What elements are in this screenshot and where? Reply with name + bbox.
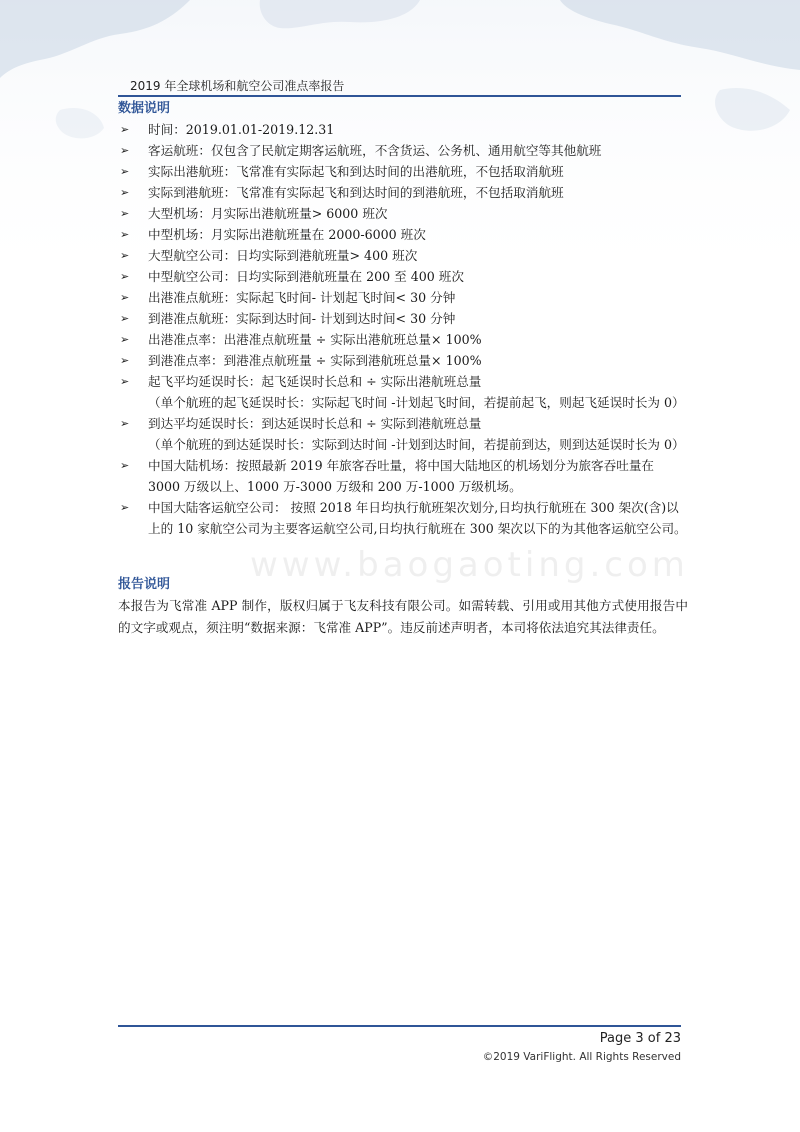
arrow-bullet-icon: ➢ [120, 165, 130, 178]
definition-item [118, 497, 688, 539]
definition-item [118, 182, 688, 203]
arrow-bullet-icon: ➢ [120, 270, 130, 283]
copyright-notice: ©2019 VariFlight. All Rights Reserved [482, 1051, 681, 1063]
definition-subnote: （单个航班的起飞延误时长：实际起飞时间 -计划起飞时间，若提前起飞，则起飞延误时长为 0） [148, 395, 685, 410]
data-section-heading: 数据说明 [118, 101, 171, 116]
arrow-bullet-icon: ➢ [120, 501, 130, 514]
definition-item [118, 329, 688, 350]
report-section-heading: 报告说明 [118, 577, 171, 592]
definition-item [118, 308, 688, 329]
definition-item [118, 224, 688, 245]
arrow-bullet-icon: ➢ [120, 291, 130, 304]
definition-text: 起飞平均延误时长：起飞延误时长总和 ÷ 实际出港航班总量 [148, 374, 482, 389]
header-divider [118, 95, 681, 97]
definition-text: 实际到港航班：飞常准有实际起飞和到达时间的到港航班，不包括取消航班 [148, 185, 564, 200]
definitions-list [118, 119, 688, 539]
arrow-bullet-icon: ➢ [120, 123, 130, 136]
arrow-bullet-icon: ➢ [120, 249, 130, 262]
arrow-bullet-icon: ➢ [120, 417, 130, 430]
definition-text: 到达平均延误时长：到达延误时长总和 ÷ 实际到港航班总量 [148, 416, 482, 431]
definition-text: 中国大陆机场：按照最新 2019 年旅客吞吐量，将中国大陆地区的机场划分为旅客吞吐量在 3000 万级以上、1000 万-3000 万级和 200 万-1000 万级机场。 [148, 458, 655, 494]
page-number: Page 3 of 23 [599, 1031, 681, 1046]
footer-divider [118, 1025, 681, 1027]
arrow-bullet-icon: ➢ [120, 354, 130, 367]
arrow-bullet-icon: ➢ [120, 186, 130, 199]
definition-text: 中国大陆客运航空公司： 按照 2018 年日均执行航班架次划分,日均执行航班在 300 架次(含)以上的 10 家航空公司为主要客运航空公司,日均执行航班在 300 架次以下的为其他客运航空公司。 [148, 500, 687, 536]
page-content [118, 99, 688, 638]
watermark: www.baogaoting.com [250, 545, 689, 585]
arrow-bullet-icon: ➢ [120, 312, 130, 325]
arrow-bullet-icon: ➢ [120, 375, 130, 388]
definition-text: 大型航空公司：日均实际到港航班量> 400 班次 [148, 248, 418, 263]
arrow-bullet-icon: ➢ [120, 144, 130, 157]
definition-text: 中型机场：月实际出港航班量在 2000-6000 班次 [148, 227, 426, 242]
arrow-bullet-icon: ➢ [120, 333, 130, 346]
definition-text: 到港准点航班：实际到达时间- 计划到达时间< 30 分钟 [148, 311, 456, 326]
arrow-bullet-icon: ➢ [120, 459, 130, 472]
definition-text: 出港准点航班：实际起飞时间- 计划起飞时间< 30 分钟 [148, 290, 456, 305]
definition-item [118, 371, 688, 413]
header-title: 2019 年全球机场和航空公司准点率报告 [130, 79, 345, 93]
definition-item [118, 350, 688, 371]
definition-text: 实际出港航班：飞常准有实际起飞和到达时间的出港航班，不包括取消航班 [148, 164, 564, 179]
definition-item [118, 245, 688, 266]
definition-item [118, 203, 688, 224]
definition-text: 客运航班：仅包含了民航定期客运航班，不含货运、公务机、通用航空等其他航班 [148, 143, 602, 158]
definition-item [118, 413, 688, 455]
definition-item [118, 266, 688, 287]
arrow-bullet-icon: ➢ [120, 228, 130, 241]
definition-subnote: （单个航班的到达延误时长：实际到达时间 -计划到达时间，若提前到达，则到达延误时长为 0） [148, 437, 685, 452]
arrow-bullet-icon: ➢ [120, 207, 130, 220]
definition-text: 到港准点率：到港准点航班量 ÷ 实际到港航班总量× 100% [148, 353, 482, 368]
definition-item [118, 119, 688, 140]
definition-text: 大型机场：月实际出港航班量> 6000 班次 [148, 206, 388, 221]
definition-item [118, 140, 688, 161]
definition-text: 时间：2019.01.01-2019.12.31 [148, 122, 335, 137]
definition-item [118, 287, 688, 308]
report-statement: 本报告为飞常准 APP 制作，版权归属于飞友科技有限公司。如需转载、引用或用其他方式使用报告中的文字或观点，须注明“数据来源：飞常准 APP”。违反前述声明者，本司将依法追究其法律责任。 [118, 598, 688, 635]
definition-item [118, 161, 688, 182]
definition-item [118, 455, 688, 497]
definition-text: 出港准点率：出港准点航班量 ÷ 实际出港航班总量× 100% [148, 332, 482, 347]
definition-text: 中型航空公司：日均实际到港航班量在 200 至 400 班次 [148, 269, 464, 284]
